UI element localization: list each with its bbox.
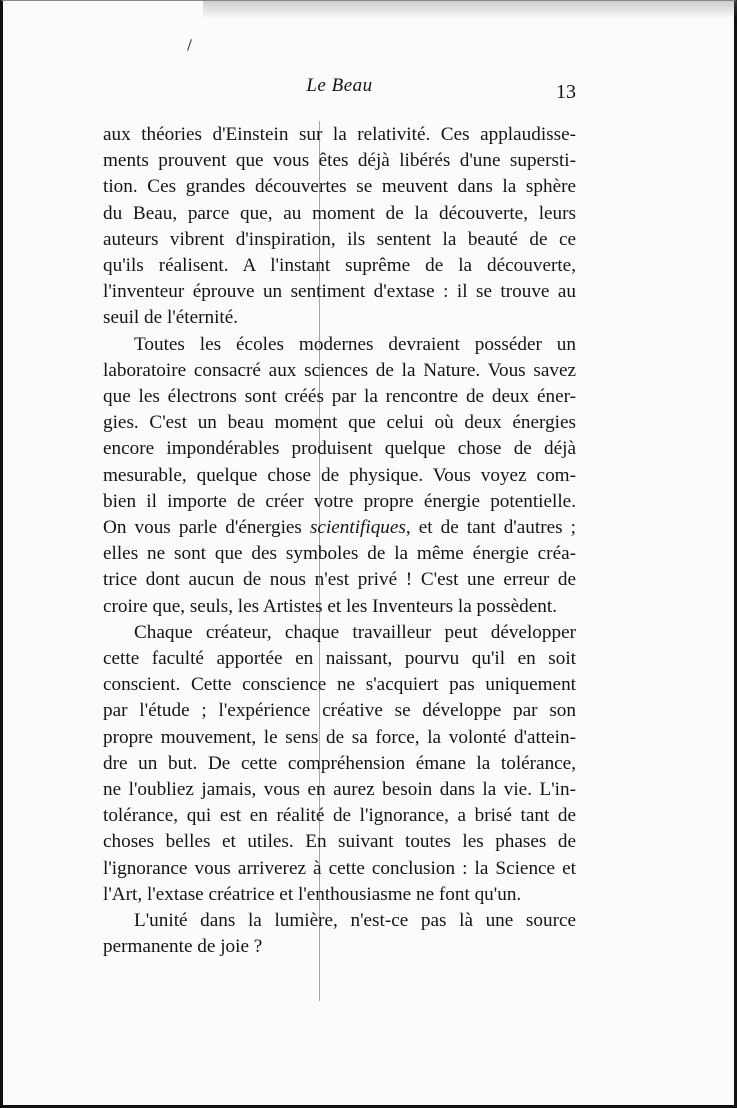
text-line: L'unité dans la lumière, n'est-ce pas là une source	[134, 910, 576, 932]
paragraph	[103, 620, 576, 908]
running-head-title: Le Beau	[306, 75, 373, 96]
text-line: tolérance, qui est en réalité de l'ignorance, a brisé tant de	[103, 805, 576, 827]
text-line: auteurs vibrent d'inspiration, ils sentent la beauté de ce	[103, 228, 576, 250]
text-line: laboratoire consacré aux sciences de la Nature. Vous savez	[103, 359, 576, 381]
text-line: gies. C'est un beau moment que celui où deux énergies	[103, 412, 576, 434]
paragraph	[103, 908, 576, 960]
text-line: qu'ils réalisent. A l'instant suprême de la découverte,	[103, 255, 576, 277]
text-line: encore impondérables produisent quelque chose de déjà	[103, 438, 576, 460]
text-line: permanente de joie ?	[103, 936, 263, 958]
text-line: Toutes les écoles modernes devraient posséder un	[134, 333, 576, 355]
text-line: seuil de l'éternité.	[103, 307, 239, 329]
text-line: croire que, seuls, les Artistes et les Inventeurs la possèdent.	[103, 595, 557, 617]
text-line: tion. Ces grandes découvertes se meuvent dans la sphère	[103, 176, 576, 198]
text-line: trice dont aucun de nous n'est privé ! C'est une erreur de	[103, 569, 576, 591]
text-line: cette faculté apportée en naissant, pourvu qu'il en soit	[103, 648, 576, 670]
page-number: 13	[556, 81, 576, 103]
text-line: du Beau, parce que, au moment de la découverte, leurs	[103, 202, 576, 224]
text-line: Chaque créateur, chaque travailleur peut développer	[134, 621, 576, 643]
scan-artifact	[203, 1, 737, 19]
stray-ink-mark	[187, 39, 192, 51]
text-line: On vous parle d'énergies scientifiques, et de tant d'autres ;	[103, 517, 576, 539]
italic-word: scientifiques	[309, 517, 406, 539]
body-text	[103, 122, 576, 961]
text-line: conscient. Cette conscience ne s'acquiert pas uniquement	[103, 674, 576, 696]
text-line: ments prouvent que vous êtes déjà libérés d'une supersti-	[103, 150, 576, 172]
text-line: choses belles et utiles. En suivant toutes les phases de	[103, 831, 576, 853]
text-line: l'ignorance vous arriverez à cette conclusion : la Science et	[103, 857, 576, 879]
text-line: ne l'oubliez jamais, vous en aurez besoin dans la vie. L'in-	[103, 779, 576, 801]
text-line: aux théories d'Einstein sur la relativité. Ces applaudisse-	[103, 124, 576, 145]
paragraph	[103, 332, 576, 620]
text-line: bien il importe de créer votre propre énergie potentielle.	[103, 490, 576, 512]
text-line: l'Art, l'extase créatrice et l'enthousiasme ne font qu'un.	[103, 883, 522, 905]
paragraph	[103, 122, 576, 332]
text-line: l'inventeur éprouve un sentiment d'extase : il se trouve au	[103, 281, 576, 303]
text-line: dre un but. De cette compréhension émane la tolérance,	[103, 752, 576, 774]
text-line: propre mouvement, le sens de sa force, la volonté d'attein-	[103, 726, 576, 748]
running-head	[103, 75, 576, 105]
text-line: que les électrons sont créés par la rencontre de deux éner-	[103, 386, 576, 408]
text-line: par l'étude ; l'expérience créative se développe par son	[103, 700, 576, 722]
text-line: mesurable, quelque chose de physique. Vous voyez com-	[103, 464, 576, 486]
text-line: elles ne sont que des symboles de la même énergie créa-	[103, 543, 576, 565]
